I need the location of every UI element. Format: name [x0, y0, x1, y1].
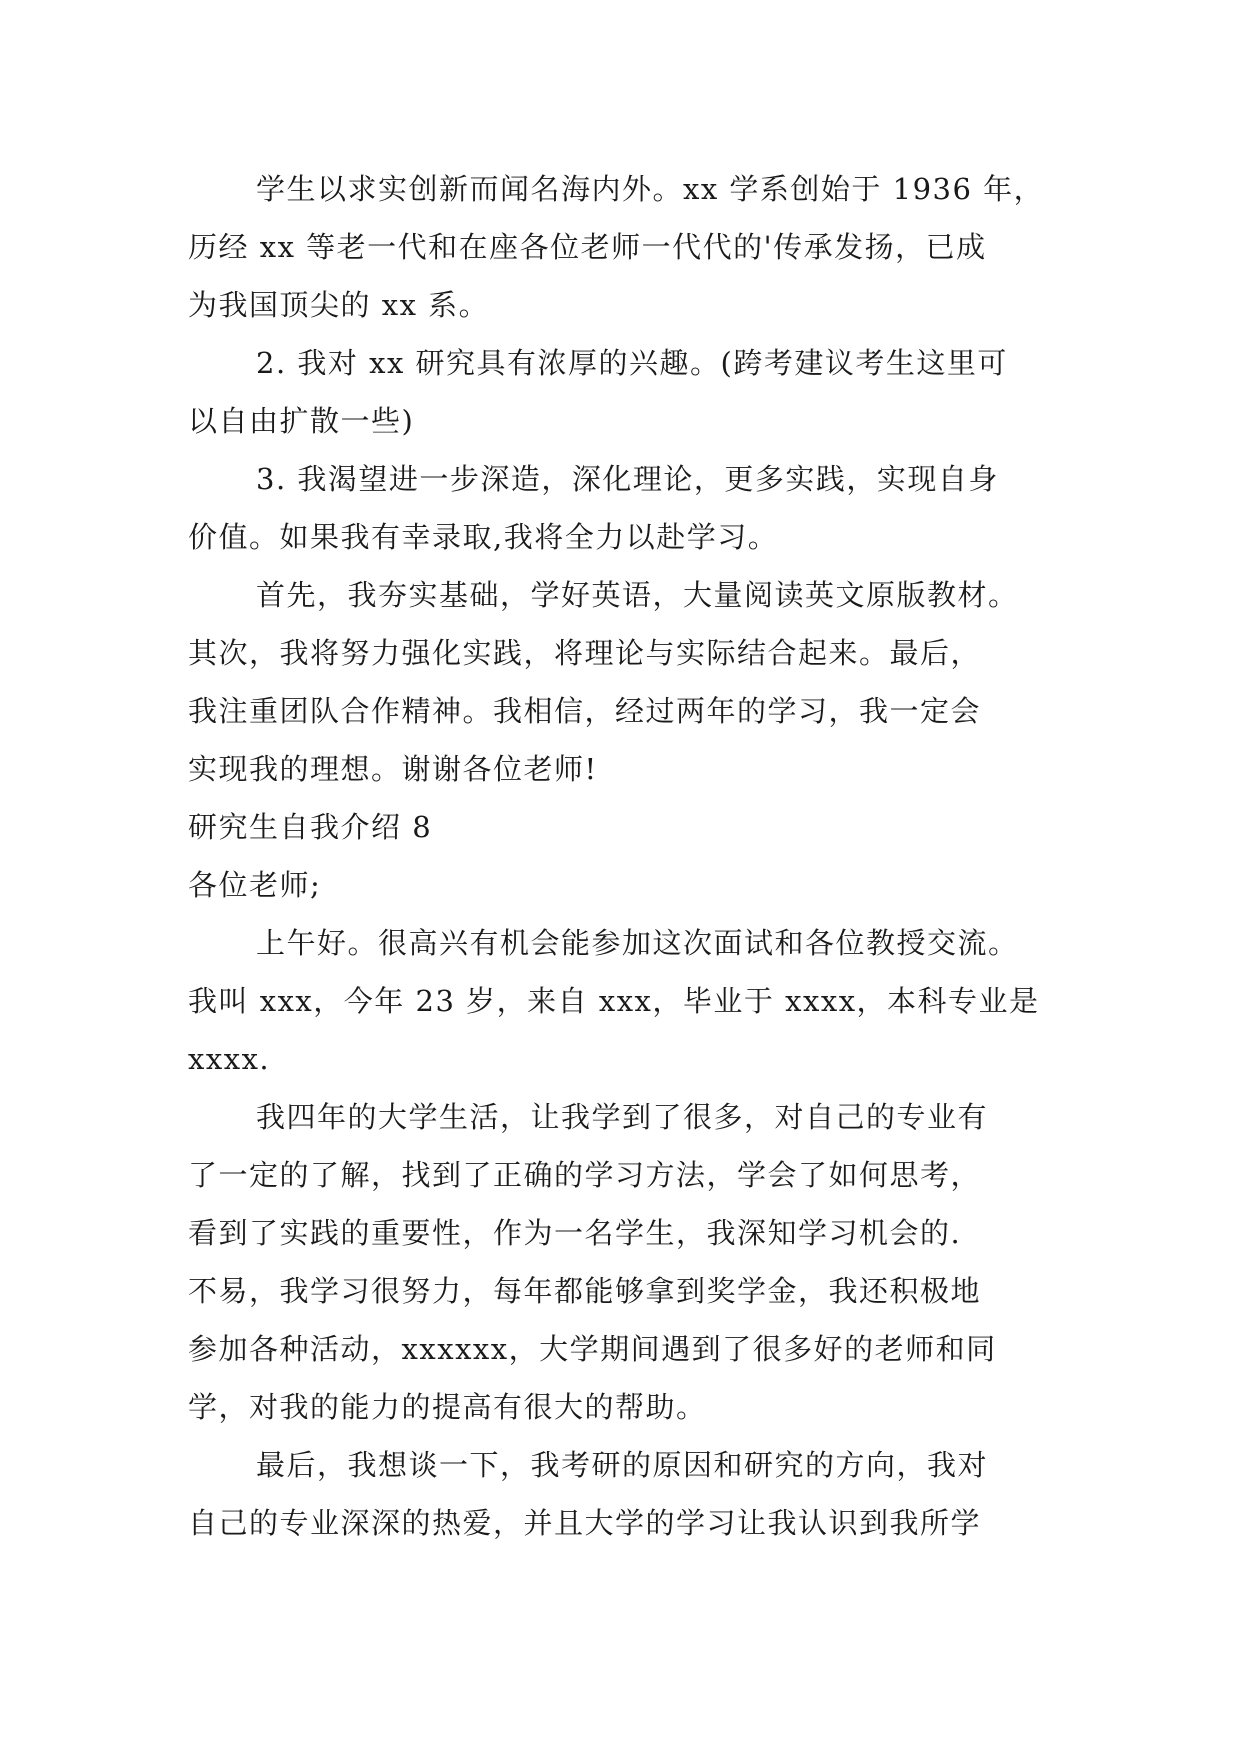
text-line: 3. 我渴望进一步深造，深化理论，更多实践，实现自身	[256, 462, 999, 496]
text-line: 学，对我的能力的提高有很大的帮助。	[188, 1390, 707, 1424]
text-line: 实现我的理想。谢谢各位老师!	[188, 752, 598, 786]
text-line: 我叫 xxx，今年 23 岁，来自 xxx，毕业于 xxxx，本科专业是	[188, 984, 1040, 1018]
text-line: 了一定的了解，找到了正确的学习方法，学会了如何思考，	[188, 1158, 982, 1192]
text-line: xxxx.	[188, 1042, 271, 1076]
text-line: 以自由扩散一些)	[188, 404, 415, 438]
text-line: 首先，我夯实基础，学好英语，大量阅读英文原版教材。	[256, 578, 1019, 612]
text-line: 不易，我学习很努力，每年都能够拿到奖学金，我还积极地	[188, 1274, 982, 1308]
salutation: 各位老师;	[188, 868, 322, 902]
text-line: 我注重团队合作精神。我相信，经过两年的学习，我一定会	[188, 694, 982, 728]
text-line: 参加各种活动，xxxxxx，大学期间遇到了很多好的老师和同	[188, 1332, 997, 1366]
text-line: 看到了实践的重要性，作为一名学生，我深知学习机会的.	[188, 1216, 962, 1250]
text-line: 最后，我想谈一下，我考研的原因和研究的方向，我对	[256, 1448, 989, 1482]
text-line: 学生以求实创新而闻名海内外。xx 学系创始于 1936 年，	[256, 172, 1045, 206]
text-line: 自己的专业深深的热爱，并且大学的学习让我认识到我所学	[188, 1506, 982, 1540]
text-line: 上午好。很高兴有机会能参加这次面试和各位教授交流。	[256, 926, 1019, 960]
document-body	[188, 160, 1068, 1552]
section-heading: 研究生自我介绍 8	[188, 810, 433, 844]
text-line: 历经 xx 等老一代和在座各位老师一代代的'传承发扬，已成	[188, 230, 987, 264]
text-line: 我四年的大学生活，让我学到了很多，对自己的专业有	[256, 1100, 989, 1134]
text-line: 2. 我对 xx 研究具有浓厚的兴趣。(跨考建议考生这里可	[256, 346, 1008, 380]
text-line: 其次，我将努力强化实践，将理论与实际结合起来。最后，	[188, 636, 982, 670]
text-line: 为我国顶尖的 xx 系。	[188, 288, 490, 322]
text-line: 价值。如果我有幸录取,我将全力以赴学习。	[188, 520, 779, 554]
